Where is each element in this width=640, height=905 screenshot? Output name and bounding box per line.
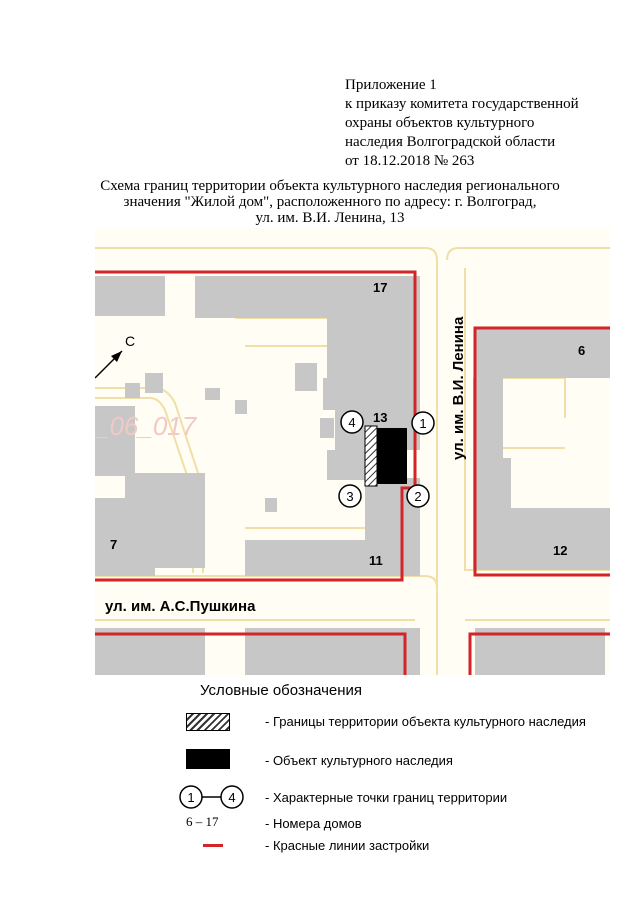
legend-text: - Объект культурного наследия xyxy=(265,753,453,768)
appendix-line: от 18.12.2018 № 263 xyxy=(345,153,475,169)
title-line: Схема границ территории объекта культурного наследия регионального xyxy=(100,178,560,194)
legend-text: - Характерные точки границ территории xyxy=(265,790,508,805)
house-number: 7 xyxy=(110,537,118,552)
house-number: 11 xyxy=(369,553,383,568)
points-symbol-icon xyxy=(178,784,248,810)
appendix-line: к приказу комитета государственной xyxy=(345,96,579,112)
legend-title: Условные обозначения xyxy=(200,682,363,699)
house-range-label: 6 – 17 xyxy=(186,814,219,829)
house-number: 13 xyxy=(373,410,388,425)
title-line: ул. им. В.И. Ленина, 13 xyxy=(255,210,405,226)
buildings xyxy=(95,276,610,675)
point-label: 2 xyxy=(414,489,422,504)
boundary-map xyxy=(95,228,610,675)
watermark-text: _06_017 xyxy=(95,411,197,441)
house-number: 6 xyxy=(578,343,586,358)
black-swatch-icon xyxy=(186,749,230,769)
legend-item-hatch xyxy=(0,710,640,738)
house-number: 12 xyxy=(553,543,568,558)
appendix-line: охраны объектов культурного xyxy=(345,115,535,131)
street-pushkina: ул. им. А.С.Пушкина xyxy=(105,598,256,615)
north-arrow-icon xyxy=(95,351,122,378)
north-label: С xyxy=(125,333,136,349)
scheme-title xyxy=(95,178,565,226)
hatch-swatch-icon xyxy=(186,713,230,731)
point-label: 1 xyxy=(187,790,195,805)
legend-text: - Границы территории объекта культурного наследия xyxy=(265,714,586,729)
street-lenina: ул. им. В.И. Ленина xyxy=(450,316,467,460)
point-label: 4 xyxy=(348,415,356,430)
legend-item-object xyxy=(0,749,640,777)
appendix-line: Приложение 1 xyxy=(345,77,437,93)
legend-text: - Красные линии застройки xyxy=(265,838,430,853)
point-label: 1 xyxy=(419,416,427,431)
appendix-line: наследия Волгоградской области xyxy=(345,134,556,150)
point-label: 4 xyxy=(228,790,236,805)
heritage-object xyxy=(377,428,407,484)
title-line: значения "Жилой дом", расположенного по адресу: г. Волгоград, xyxy=(123,194,537,210)
map-canvas xyxy=(95,228,610,675)
territory-hatch xyxy=(365,426,377,486)
legend-item-redlines xyxy=(0,836,640,864)
appendix-block xyxy=(345,76,635,171)
red-line-swatch-icon xyxy=(203,844,223,847)
legend-item-points xyxy=(0,784,640,812)
house-number: 17 xyxy=(373,280,388,295)
point-label: 3 xyxy=(346,489,354,504)
legend-text: - Номера домов xyxy=(265,816,362,831)
